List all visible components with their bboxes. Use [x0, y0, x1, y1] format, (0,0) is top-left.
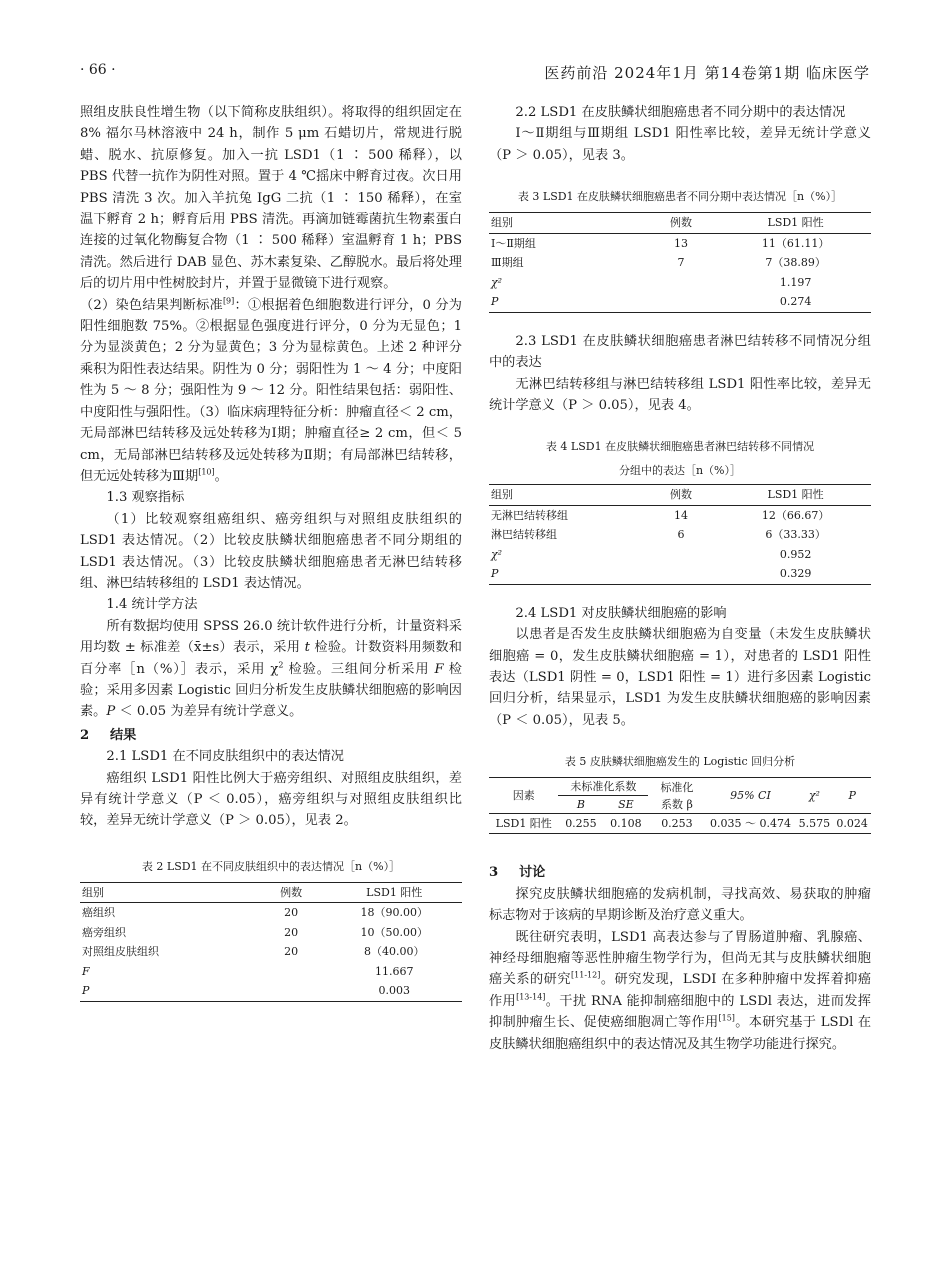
paragraph-result-2-1: 癌组织 LSD1 阳性比例大于癌旁组织、对照组皮肤组织，差异有统计学意义（P ＜ 0.05），癌旁组织与对照组皮肤组织比较，差异无统计学意义（P ＞ 0.05），见表 2。: [80, 770, 462, 829]
table-row: 癌旁组织 20 10（50.00）: [82, 925, 428, 939]
running-header: [80, 62, 870, 88]
table-row: P 0.003: [80, 981, 462, 1001]
table-row: 对照组皮肤组织 20 8（40.00）: [82, 945, 425, 959]
table-row: P 0.329: [489, 564, 871, 584]
right-column: [489, 102, 871, 1055]
paragraph-discussion-2: 既往研究表明，LSD1 高表达参与了胃肠道肿瘤、乳腺癌、神经母细胞瘤等恶性肿瘤生物学行为，但尚无其与皮肤鳞状细胞癌关系的研究[11-12]。研究发现，LSDI 在多种肿瘤中发挥着抑癌作用[13-14]。干扰 RNA 能抑制癌细胞中的 LSDl 表达，进而发挥抑制肿瘤生长、促使癌细胞凋亡等作用[15]。本研究基于 LSDl 在皮肤鳞状细胞癌组织中的表达情况及其生物学功能进行探究。: [489, 929, 872, 1052]
table-3: [489, 212, 871, 313]
paragraph-result-2-3: 无淋巴结转移组与淋巴结转移组 LSD1 阳性率比较，差异无统计学意义（P ＞ 0.05），见表 4。: [489, 376, 871, 413]
table-row: χ² 0.952: [491, 547, 812, 561]
paragraph-methods-ihc: 照组皮肤良性增生物（以下简称皮肤组织）。将取得的组织固定在 8% 福尔马林溶液中 24 h，制作 5 μm 石蜡切片，常规进行脱蜡、脱水、抗原修复。加入一抗 LSD1（1 ∶ 500 稀释），以 PBS 代替一抗作为阴性对照。置于 4 ℃摇床中孵育过夜。次日用 PBS 清洗 3 次。加入羊抗兔 IgG 二抗（1 ∶ 150 稀释），在室温下孵育 2 h；孵育后用 PBS 清洗。再滴加链霉菌抗生物素蛋白连接的过氧化物酶复合物（1 ∶ 500 稀释）室温孵育 1 h；PBS 清洗。然后进行 DAB 显色、苏木素复染、乙醇脱水。最后将处理后的切片用中性树胶封片，并置于显微镜下进行观察。: [80, 105, 462, 292]
citation-11-12: [11-12]: [571, 970, 601, 980]
table-row: Ⅰ～Ⅱ期组 13 11（61.11）: [491, 236, 830, 250]
heading-1-4: 1.4 统计学方法: [106, 597, 198, 613]
heading-2-2: 2.2 LSD1 在皮肤鳞状细胞癌患者不同分期中的表达情况: [515, 105, 846, 120]
page-number: · 66 ·: [80, 62, 116, 78]
heading-3-discussion: 3 讨论: [489, 865, 546, 881]
table-header-row: 组别 例数 LSD1 阳性: [80, 882, 462, 903]
table-header-row: 因素 未标准化系数 标准化 95% CI χ² P: [489, 778, 871, 796]
table-5-caption: 表 5 皮肤鳞状细胞癌发生的 Logistic 回归分析: [564, 755, 796, 769]
citation-13-14: [13-14]: [516, 992, 546, 1002]
table-row: LSD1 阳性 0.255 0.108 0.253 0.035 ～ 0.474 5.575 0.024: [489, 814, 871, 834]
paragraph-discussion-1: 探究皮肤鳞状细胞癌的发病机制，寻找高效、易获取的肿瘤标志物对于该病的早期诊断及治疗意义重大。: [489, 886, 871, 924]
table-2-caption: 表 2 LSD1 在不同皮肤组织中的表达情况［n（%）］: [141, 859, 401, 873]
table-4-caption: 表 4 LSD1 在皮肤鳞状细胞癌患者淋巴结转移不同情况 分组中的表达［n（%）］: [545, 440, 815, 478]
paragraph-observation: （1）比较观察组癌组织、癌旁组织与对照组皮肤组织的 LSD1 表达情况。（2）比较皮肤鳞状细胞癌患者不同分期组的 LSD1 表达情况。（3）比较皮肤鳞状细胞癌患者无淋巴结转移组、淋巴结转移组的 LSD1 表达情况。: [80, 511, 462, 591]
heading-1-3: 1.3 观察指标: [106, 490, 185, 506]
citation-9: [9]: [222, 296, 235, 306]
table-row: χ² 1.197: [491, 275, 812, 289]
table-header-row: 组别 例数 LSD1 阳性: [489, 485, 871, 506]
heading-2-1: 2.1 LSD1 在不同皮肤组织中的表达情况: [106, 749, 344, 765]
left-column: [80, 102, 462, 1002]
table-row: P 0.274: [489, 292, 871, 312]
citation-10: [10]: [198, 467, 215, 477]
table-4: [489, 484, 871, 585]
table-row: Ⅲ期组 7 7（38.89）: [491, 256, 826, 270]
table-row: F 11.667: [82, 964, 414, 978]
citation-15: [15]: [718, 1013, 735, 1023]
table-row: 淋巴结转移组 6 6（33.33）: [491, 528, 826, 542]
paragraph-staining-criteria: （2）染色结果判断标准[9]：①根据着色细胞数进行评分，0 分为阳性细胞数 75%。②根据显色强度进行评分，0 分为无显色；1 分为显淡黄色；2 分为显黄色；3 分为显棕黄色。上述 2 种评分乘积为阳性表达结果。阴性为 0 分；弱阳性为 1 ～ 4 分；中度阳性为 5 ～ 8 分；强阳性为 9 ～ 12 分。阳性结果包括：弱阳性、中度阳性与强阳性。（3）临床病理特征分析：肿瘤直径＜ 2 cm，无局部淋巴结转移及远处转移为Ⅰ期；肿瘤直径≥ 2 cm，但＜ 5 cm，无局部淋巴结转移及远处转移为Ⅱ期；有局部淋巴结转移，但无远处转移为Ⅲ期[10]。: [80, 296, 462, 484]
table-row: 无淋巴结转移组 14 12（66.67）: [491, 508, 830, 522]
table-5: [489, 777, 871, 834]
journal-info: 医药前沿 2024年1月 第14卷第1期 临床医学: [544, 64, 870, 82]
paragraph-result-2-2: Ⅰ～Ⅱ期组与Ⅲ期组 LSD1 阳性率比较，差异无统计学意义（P ＞ 0.05），见表 3。: [489, 126, 871, 163]
heading-2-3: 2.3 LSD1 在皮肤鳞状细胞癌患者淋巴结转移不同情况分组中的表达: [489, 333, 871, 371]
heading-2-4: 2.4 LSD1 对皮肤鳞状细胞癌的影响: [515, 605, 727, 621]
paragraph-result-2-4: 以患者是否发生皮肤鳞状细胞癌为自变量（未发生皮肤鳞状细胞癌 = 0，发生皮肤鳞状细胞癌 = 1），对患者的 LSD1 阳性表达（LSD1 阴性 = 0，LSD1 阳性 = 1）进行多因素 Logistic 回归分析，结果显示，LSD1 为发生皮肤鳞状细胞癌的影响因素（P ＜ 0.05），见表 5。: [489, 627, 871, 728]
paragraph-statistics: 所有数据均使用 SPSS 26.0 统计软件进行分析，计量资料采用均数 ± 标准差（x̄±s）表示，采用 t 检验。计数资料用频数和百分率［n（%）］表示，采用 $\chi^2$ 检验。三组间分析采用 F 检验；采用多因素 Logistic 回归分析发生皮肤鳞状细胞癌的影响因素。P ＜ 0.05 为差异有统计学意义。: [80, 618, 462, 720]
table-2: [80, 882, 462, 1002]
table-header-row: 组别 例数 LSD1 阳性: [489, 213, 871, 234]
table-row: 癌组织 20 18（90.00）: [82, 906, 428, 920]
heading-2-results: 2 结果: [80, 727, 137, 743]
table-subheader-row: B SE 系数 β: [489, 796, 871, 814]
table-3-caption: 表 3 LSD1 在皮肤鳞状细胞癌患者不同分期中表达情况［n（%）］: [517, 190, 843, 204]
